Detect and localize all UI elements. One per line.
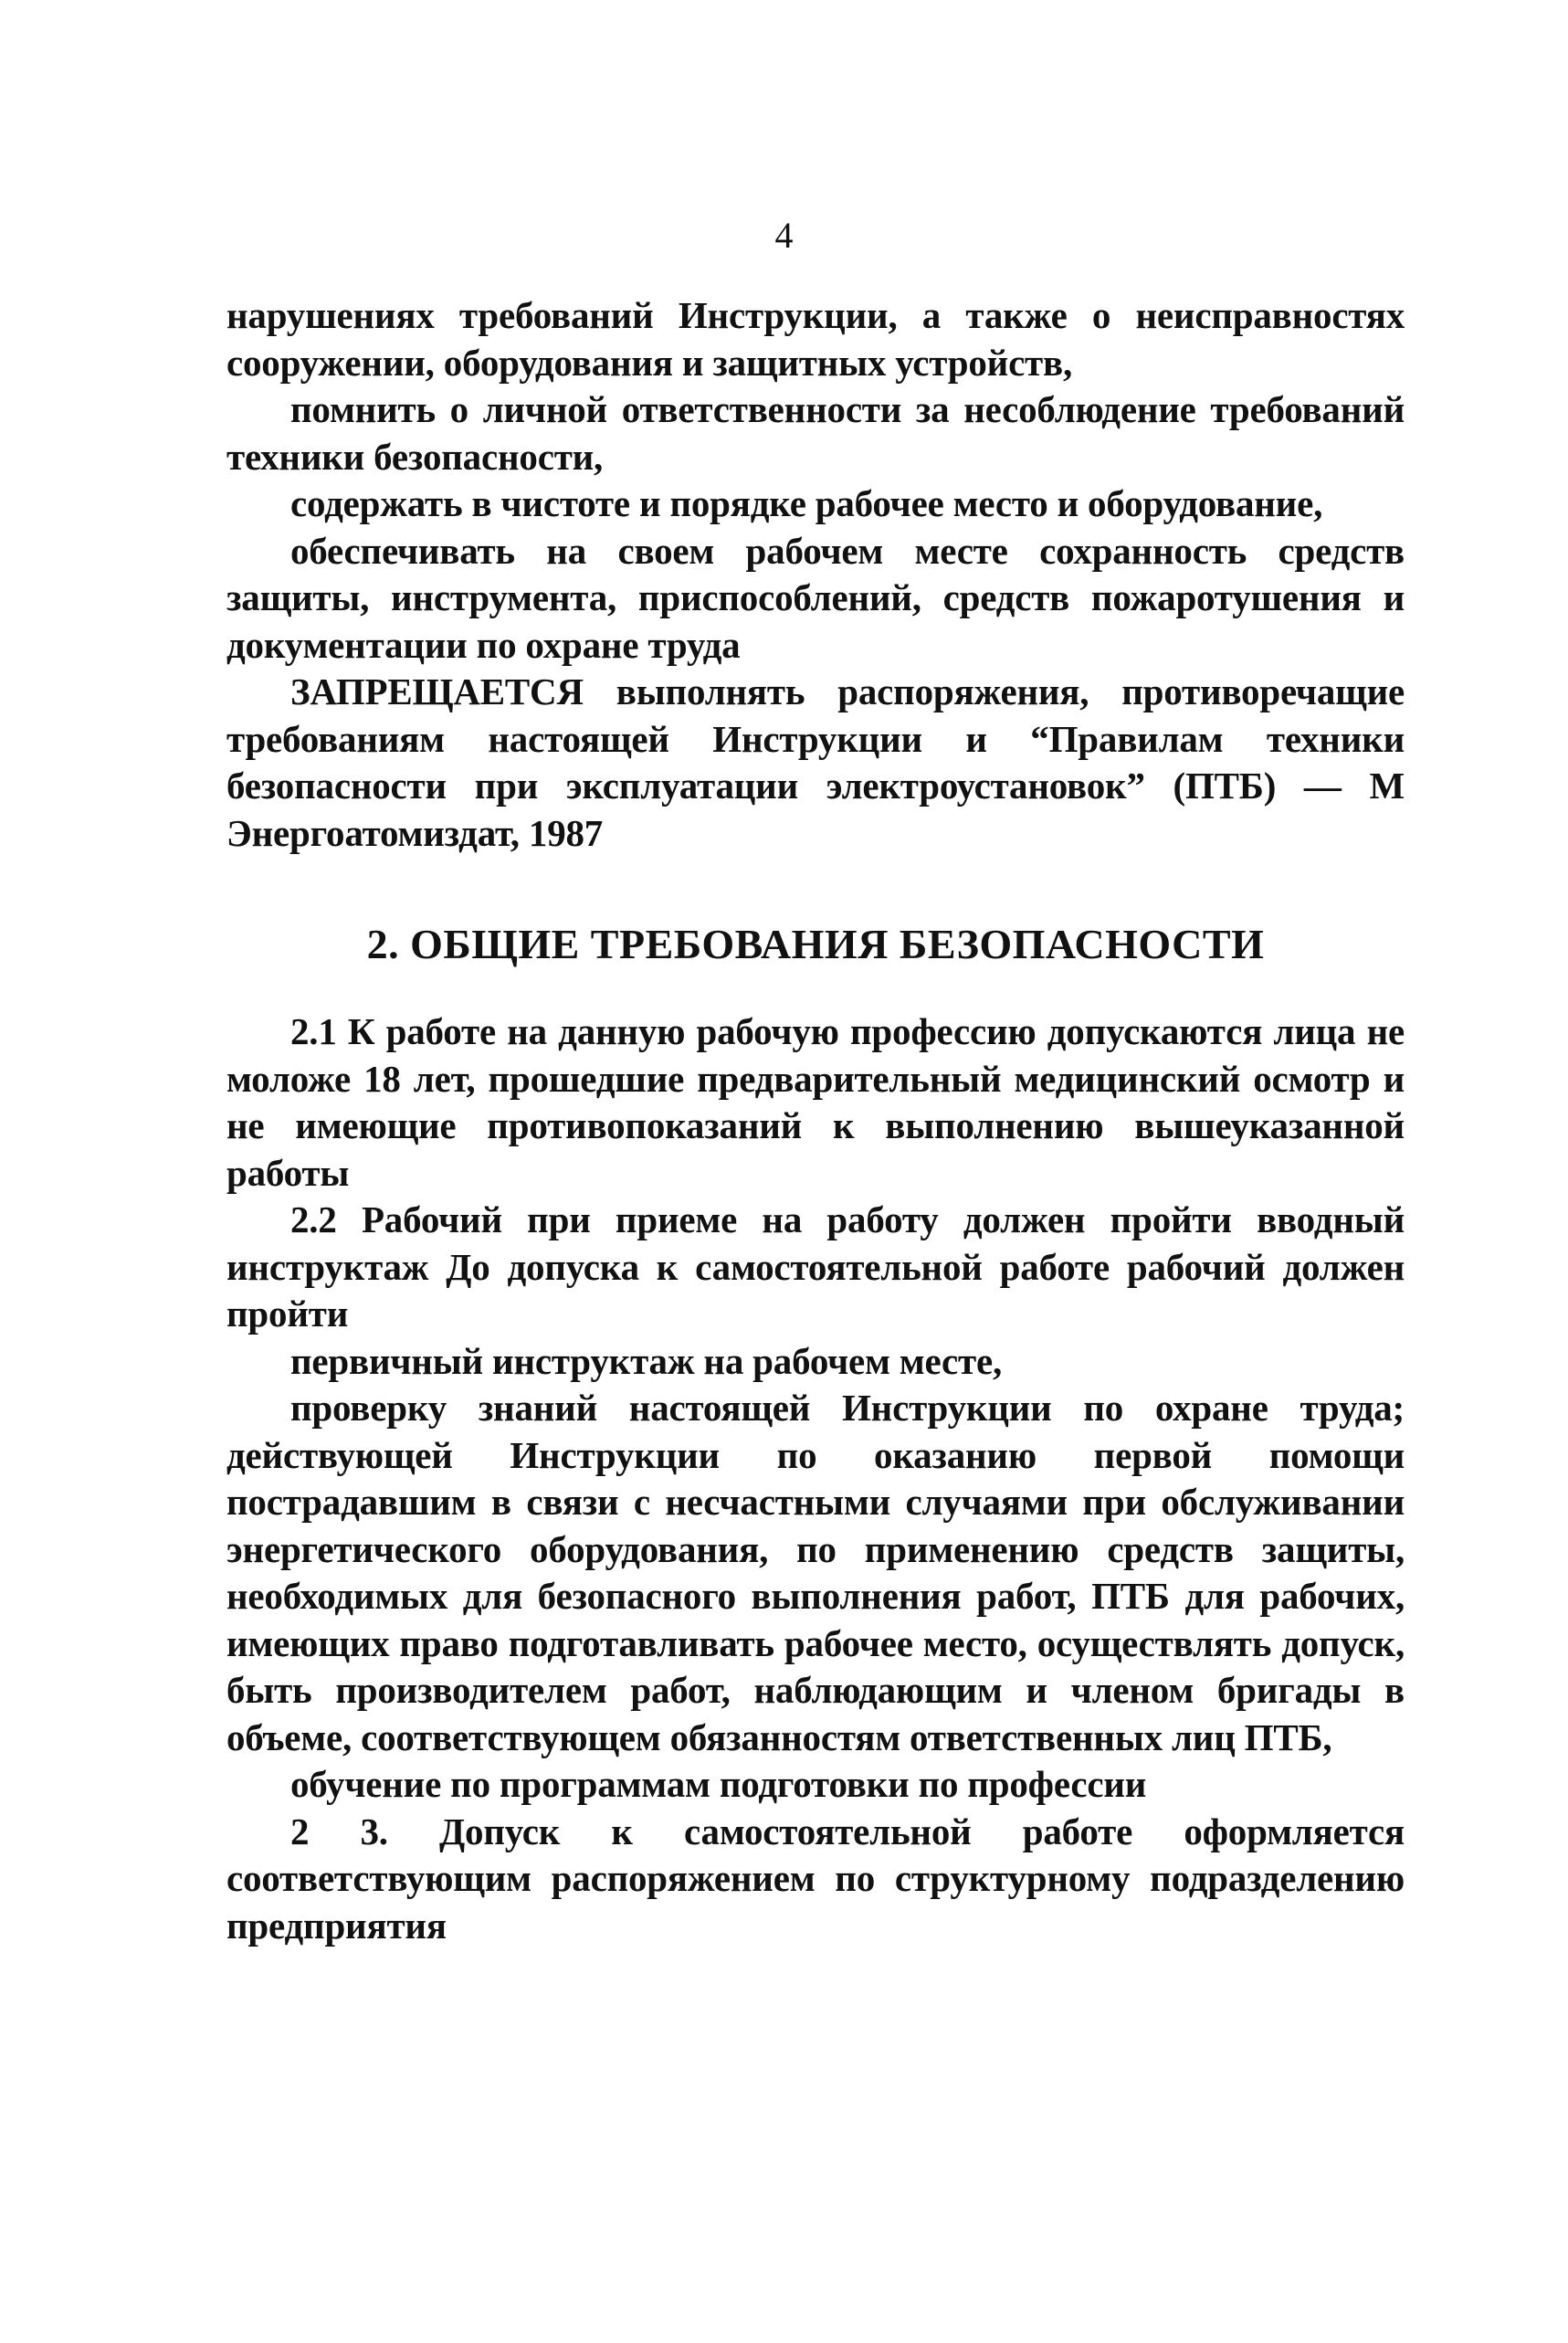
- paragraph-prohibition: ЗАПРЕЩАЕТСЯ выполнять распоряжения, противоречащие требованиям настоящей Инструкции и “Правилам техники безопасности при эксплуатации электроустановок” (ПТБ) — М Энергоатомиздат, 1987: [226, 670, 1405, 854]
- paragraph-training: обучение по программам подготовки по профессии: [290, 1763, 1147, 1805]
- paragraph-violations: нарушениях требований Инструкции, а также о неисправностях сооружении, оборудования и защитных устройств,: [226, 294, 1405, 384]
- section-heading: 2. ОБЩИЕ ТРЕБОВАНИЯ БЕЗОПАСНОСТИ: [366, 921, 1265, 967]
- paragraph-2-3-permission: 2 3. Допуск к самостоятельной работе оформляется соответствующим распоряжением по структурному подразделению предприятия: [226, 1810, 1405, 1947]
- paragraph-personal-responsibility: помнить о личной ответственности за несоблюдение требований техники безопасности,: [226, 388, 1405, 478]
- paragraph-2-2-induction: 2.2 Рабочий при приеме на работу должен пройти вводный инструктаж До допуска к самостоятельной работе рабочий должен пройти: [226, 1198, 1405, 1335]
- paragraph-primary-briefing: первичный инструктаж на рабочем месте,: [290, 1339, 1002, 1382]
- document-body: [226, 292, 1405, 1949]
- paragraph-2-1-admission: 2.1 К работе на данную рабочую профессию допускаются лица не моложе 18 лет, прошедшие предварительный медицинский осмотр и не имеющие противопоказаний к выполнению вышеуказанной работы: [226, 1010, 1405, 1194]
- page-number: 4: [774, 215, 794, 256]
- section-spacer: [226, 857, 1405, 921]
- paragraph-workplace-cleanliness: содержать в чистоте и порядке рабочее место и оборудование,: [290, 482, 1323, 524]
- paragraph-protective-equipment: обеспечивать на своем рабочем месте сохранность средств защиты, инструмента, приспособлений, средств пожаротушения и документации по охране труда: [226, 529, 1405, 666]
- paragraph-knowledge-check: проверку знаний настоящей Инструкции по охране труда; действующей Инструкции по оказанию первой помощи пострадавшим в связи с несчастными случаями при обслуживании энергетического оборудования, по применению средств защиты, необходимых для безопасного выполнения работ, ПТБ для рабочих, имеющих право подготавливать рабочее место, осуществлять допуск, быть производителем работ, наблюдающим и членом бригады в объеме, соответствующем обязанностям ответственных лиц ПТБ,: [226, 1387, 1405, 1758]
